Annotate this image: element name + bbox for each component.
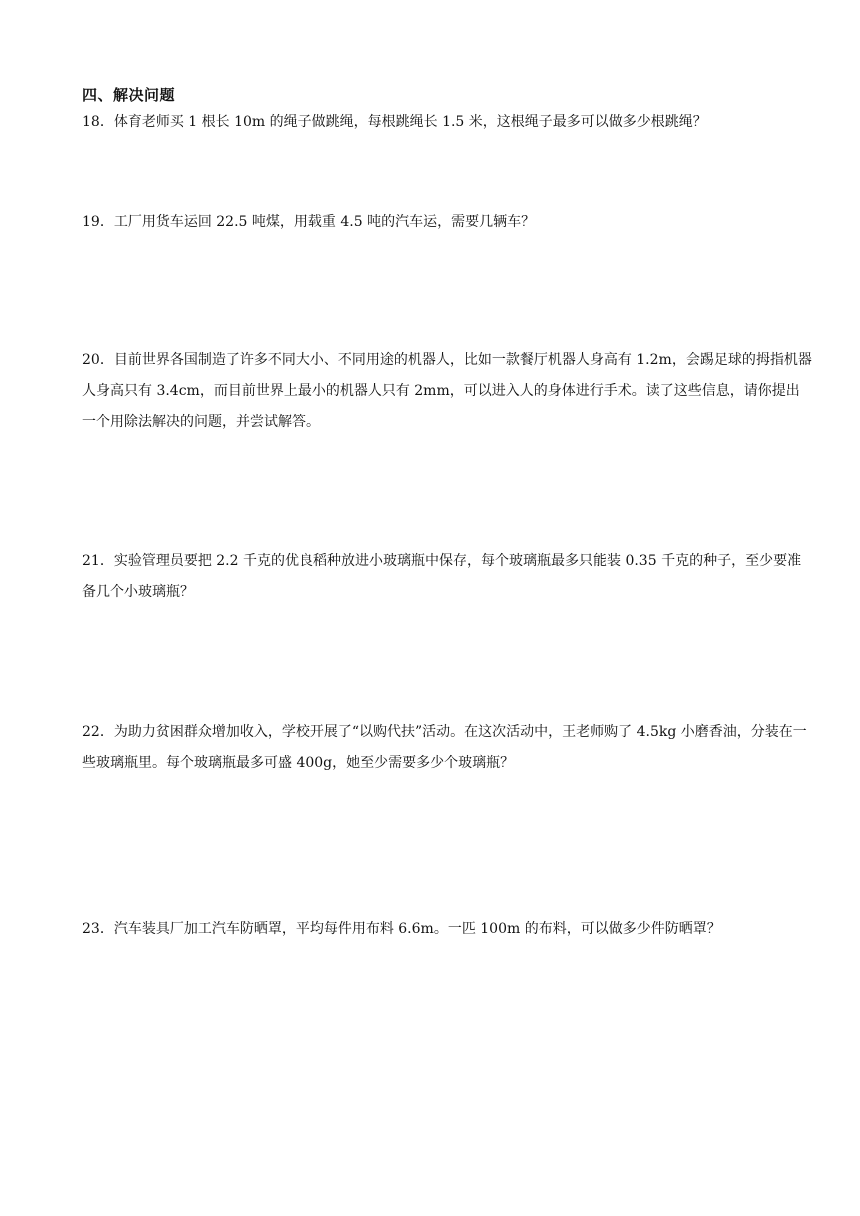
question-text: 工厂用货车运回 22.5 吨煤，用载重 4.5 吨的汽车运，需要几辆车？ <box>113 214 536 230</box>
question-number: 20． <box>82 352 114 368</box>
question-number: 18． <box>82 114 114 130</box>
section-title: 四、解决问题 <box>82 86 176 104</box>
question-19 <box>82 207 812 238</box>
question-20 <box>82 345 812 438</box>
question-text: 体育老师买 1 根长 10m 的绳子做跳绳，每根跳绳长 1.5 米，这根绳子最多可以做多少根跳绳？ <box>113 114 707 130</box>
question-21 <box>82 546 812 608</box>
question-number: 19． <box>82 214 114 230</box>
question-number: 22． <box>82 724 114 740</box>
question-number: 21． <box>82 553 114 569</box>
question-number: 23． <box>82 921 114 937</box>
question-22 <box>82 717 812 779</box>
question-text: 实验管理员要把 2.2 千克的优良稻种放进小玻璃瓶中保存，每个玻璃瓶最多只能装 0.35 千克的种子，至少要准备几个小玻璃瓶？ <box>82 553 802 600</box>
question-23 <box>82 914 812 945</box>
question-text: 汽车装具厂加工汽车防晒罩，平均每件用布料 6.6m。一匹 100m 的布料，可以做多少件防晒罩？ <box>113 921 721 937</box>
question-18 <box>82 107 812 138</box>
question-text: 为助力贫困群众增加收入，学校开展了“以购代扶”活动。在这次活动中，王老师购了 4.5kg 小磨香油，分装在一些玻璃瓶里。每个玻璃瓶最多可盛 400g，她至少需要多少个玻璃瓶？ <box>82 724 807 771</box>
question-text: 目前世界各国制造了许多不同大小、不同用途的机器人，比如一款餐厅机器人身高有 1.2m，会踢足球的拇指机器人身高只有 3.4cm，而目前世界上最小的机器人只有 2mm，可以进入人的身体进行手术。读了这些信息，请你提出一个用除法解决的问题，并尝试解答。 <box>82 352 812 430</box>
